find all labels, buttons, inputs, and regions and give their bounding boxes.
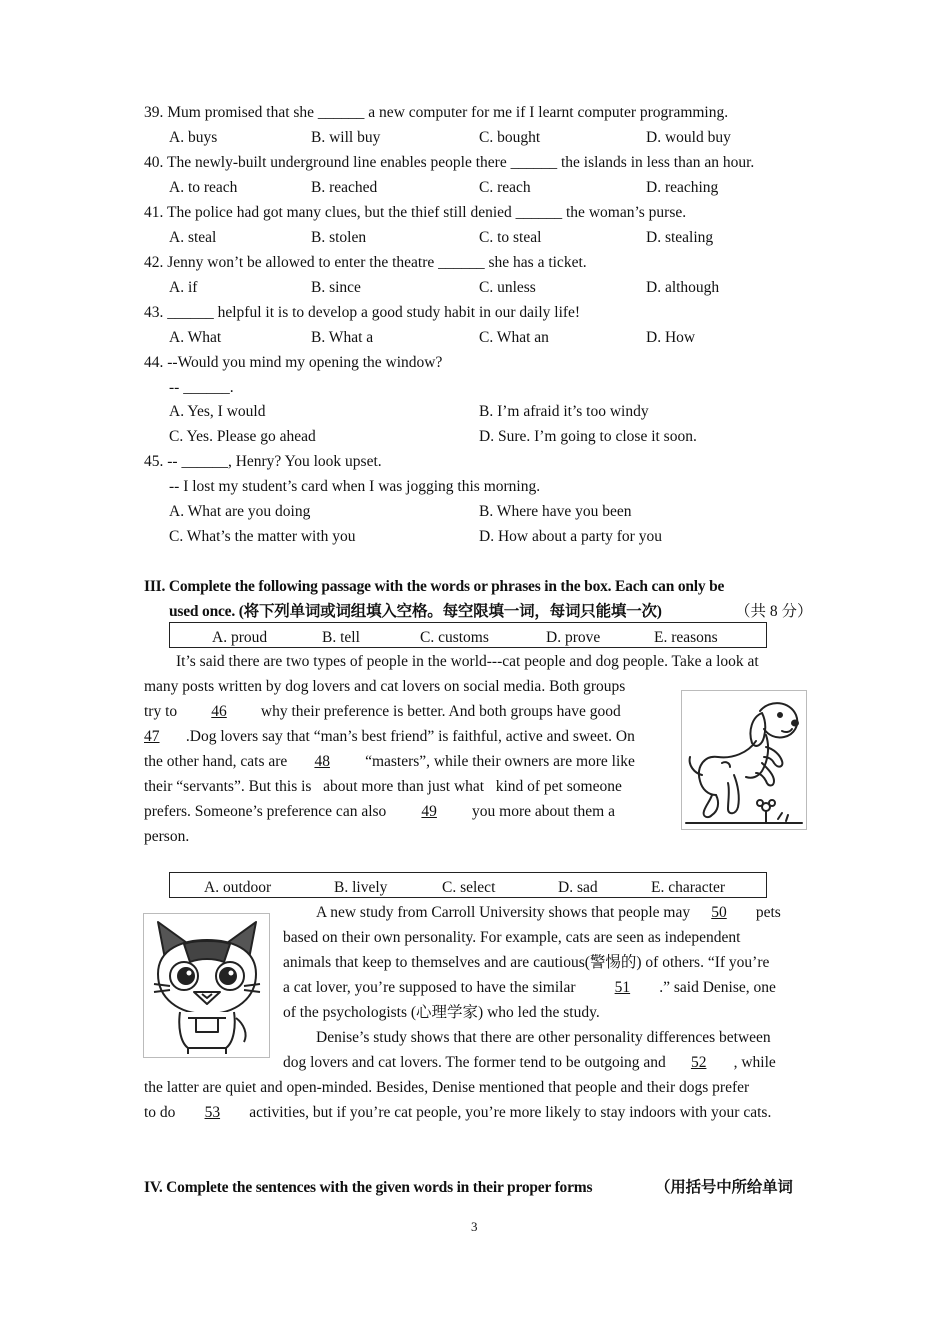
blank-52[interactable]: 52 <box>690 1054 707 1071</box>
section-3-score: （共 8 分） <box>735 603 813 620</box>
question-43-option-d: D. How <box>646 329 696 346</box>
passage-2-line-4 <box>283 978 776 998</box>
passage-2-line-1 <box>316 903 781 923</box>
word-box-1-b: B. tell <box>322 629 360 646</box>
question-42-option-b: B. since <box>311 279 361 296</box>
passage-1-line-6: their “servants”. But this is about more than just what kind of pet someone <box>144 778 622 795</box>
passage-text: , while <box>733 1054 776 1071</box>
word-box-1-d: D. prove <box>546 629 601 646</box>
question-41-option-c: C. to steal <box>479 229 542 246</box>
question-39-option-c: C. bought <box>479 129 541 146</box>
question-41-option-a: A. steal <box>169 229 217 246</box>
passage-2-line-2: based on their own personality. For example, cats are seen as independent <box>283 929 741 946</box>
page-number: 3 <box>471 1219 478 1234</box>
word-box-2-a: A. outdoor <box>204 879 272 896</box>
word-box-1-a: A. proud <box>212 629 268 646</box>
passage-2-line-3: animals that keep to themselves and are cautious(警惕的) of others. “If you’re <box>283 954 770 971</box>
passage-2-line-5: of the psychologists (心理学家) who led the study. <box>283 1004 600 1021</box>
question-41-option-d: D. stealing <box>646 229 714 246</box>
question-45-option-c: C. What’s the matter with you <box>169 528 356 545</box>
question-44-stem: 44. --Would you mind my opening the window? <box>144 354 443 371</box>
passage-1-line-8: person. <box>144 828 190 845</box>
question-40-option-b: B. reached <box>311 179 378 196</box>
passage-text: why their preference is better. And both groups have good <box>260 703 621 720</box>
passage-text: dog lovers and cat lovers. The former tend to be outgoing and <box>283 1054 666 1071</box>
blank-47[interactable]: 47 <box>144 728 160 745</box>
question-44-reply: -- ______. <box>169 379 234 396</box>
question-45-option-a: A. What are you doing <box>169 503 311 520</box>
question-39-stem: 39. Mum promised that she ______ a new computer for me if I learnt computer programming. <box>144 104 729 121</box>
passage-1-line-7 <box>144 802 615 822</box>
passage-2-line-8: the latter are quiet and open-minded. Besides, Denise mentioned that people and their dogs prefer <box>144 1079 750 1096</box>
passage-1-line-5 <box>144 752 635 772</box>
dog-illustration <box>681 690 807 830</box>
question-39-option-d: D. would buy <box>646 129 731 146</box>
word-box-1-e: E. reasons <box>654 629 718 646</box>
passage-1-line-2: many posts written by dog lovers and cat lovers on social media. Both groups <box>144 678 626 695</box>
question-41-stem: 41. The police had got many clues, but the thief still denied ______ the woman’s purse. <box>144 204 687 221</box>
blank-50[interactable]: 50 <box>711 904 727 921</box>
cat-icon <box>144 914 269 1057</box>
passage-2-line-6: Denise’s study shows that there are other personality differences between <box>316 1029 771 1046</box>
passage-1-line-3 <box>144 702 621 722</box>
blank-48[interactable]: 48 <box>314 753 330 770</box>
passage-2-line-9 <box>144 1103 771 1123</box>
word-box-1-c: C. customs <box>420 629 489 646</box>
question-45-reply: -- I lost my student’s card when I was jogging this morning. <box>169 478 541 495</box>
question-42-stem: 42. Jenny won’t be allowed to enter the theatre ______ she has a ticket. <box>144 254 587 271</box>
word-box-1 <box>169 622 767 648</box>
dog-icon <box>682 691 806 829</box>
question-40-option-d: D. reaching <box>646 179 719 196</box>
question-40-option-a: A. to reach <box>169 179 238 196</box>
question-45-option-d: D. How about a party for you <box>479 528 662 545</box>
question-44-option-b: B. I’m afraid it’s too windy <box>479 403 649 420</box>
question-39-option-a: A. buys <box>169 129 218 146</box>
passage-1-line-4 <box>144 727 635 747</box>
passage-text: .” said Denise, one <box>659 979 776 996</box>
question-40-stem: 40. The newly-built underground line enables people there ______ the islands in less than an hour. <box>144 154 755 171</box>
question-43-option-b: B. What a <box>311 329 374 346</box>
section-4-heading-cn: （用括号中所给单词 <box>655 1179 793 1196</box>
blank-46[interactable]: 46 <box>211 703 227 720</box>
question-39-option-b: B. will buy <box>311 129 381 146</box>
blank-51[interactable]: 51 <box>614 979 631 996</box>
blank-53[interactable]: 53 <box>204 1104 221 1121</box>
question-40-option-c: C. reach <box>479 179 531 196</box>
question-43-option-c: C. What an <box>479 329 549 346</box>
word-box-2-b: B. lively <box>334 879 388 896</box>
passage-2-line-7 <box>283 1053 776 1073</box>
question-45-stem: 45. -- ______, Henry? You look upset. <box>144 453 382 470</box>
question-42-option-a: A. if <box>169 279 198 296</box>
cat-illustration <box>143 913 270 1058</box>
passage-text: a cat lover, you’re supposed to have the similar <box>283 979 576 996</box>
question-41-option-b: B. stolen <box>311 229 367 246</box>
question-44-option-d: D. Sure. I’m going to close it soon. <box>479 428 697 445</box>
word-box-2-c: C. select <box>442 879 496 896</box>
word-box-2 <box>169 872 767 898</box>
word-box-2-e: E. character <box>651 879 725 896</box>
question-45-option-b: B. Where have you been <box>479 503 632 520</box>
passage-text: .Dog lovers say that “man’s best friend” is faithful, active and sweet. On <box>185 728 635 745</box>
passage-1-line-1: It’s said there are two types of people in the world---cat people and dog people. Take a look at <box>176 653 759 670</box>
passage-text: “masters”, while their owners are more like <box>365 753 635 770</box>
question-44-option-a: A. Yes, I would <box>169 403 266 420</box>
question-43-stem: 43. ______ helpful it is to develop a good study habit in our daily life! <box>144 304 581 321</box>
passage-text: prefers. Someone’s preference can also <box>144 803 387 820</box>
question-44-option-c: C. Yes. Please go ahead <box>169 428 316 445</box>
passage-text: activities, but if you’re cat people, you’re more likely to stay indoors with your cats. <box>249 1104 772 1121</box>
passage-text: try to <box>144 703 178 720</box>
passage-text: the other hand, cats are <box>144 753 288 770</box>
section-4-heading: IV. Complete the sentences with the given words in their proper forms <box>144 1179 593 1196</box>
passage-text: to do <box>144 1104 176 1121</box>
passage-text: A new study from Carroll University shows that people may <box>316 904 691 921</box>
passage-text: pets <box>755 904 781 921</box>
question-43-option-a: A. What <box>169 329 222 346</box>
passage-text: you more about them a <box>472 803 615 820</box>
word-box-2-d: D. sad <box>558 879 598 896</box>
question-42-option-d: D. although <box>646 279 720 296</box>
section-3-heading: III. Complete the following passage with the words or phrases in the box. Each can only be <box>144 578 725 595</box>
question-42-option-c: C. unless <box>479 279 536 296</box>
blank-49[interactable]: 49 <box>421 803 437 820</box>
section-3-heading-cont: used once. (将下列单词或词组填入空格。每空限填一词，每词只能填一次) <box>169 603 662 620</box>
